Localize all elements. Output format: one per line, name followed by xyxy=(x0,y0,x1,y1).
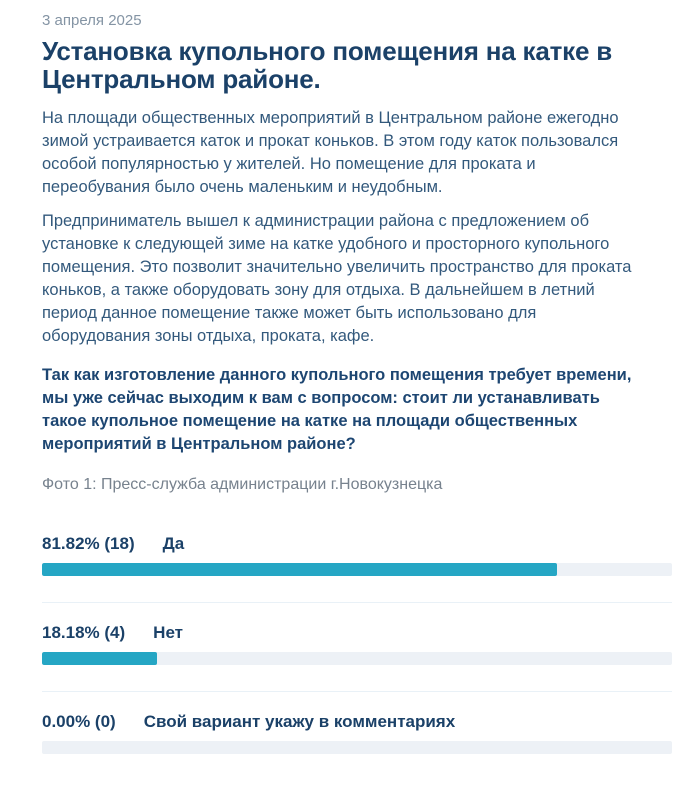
poll-option-custom[interactable] xyxy=(42,691,672,780)
poll-bar-fill xyxy=(42,652,157,665)
photo-caption: Фото 1: Пресс-служба администрации г.Новокузнецка xyxy=(42,476,443,493)
poll-percent-value: 18.18% (4) xyxy=(42,623,126,642)
poll-answer-text: Да xyxy=(162,534,185,553)
poll-option-yes[interactable] xyxy=(42,534,672,602)
poll-results xyxy=(42,534,672,780)
poll-question-text: Так как изготовление данного купольного помещения требует времени, мы уже сейчас выходим к вам с вопросом: стоит ли устанавливать такое купольное помещение на катке на площади общественных мероприятий в Центральном районе? xyxy=(42,366,632,453)
poll-option-label xyxy=(42,623,672,643)
poll-bar-track xyxy=(42,563,672,576)
poll-option-label xyxy=(42,534,672,554)
article-date: 3 апреля 2025 xyxy=(42,12,142,29)
poll-bar-track xyxy=(42,652,672,665)
poll-answer-text: Нет xyxy=(153,623,184,642)
poll-percent-value: 81.82% (18) xyxy=(42,534,135,553)
article-paragraph-2: Предприниматель вышел к администрации района с предложением об установке к следующей зиме на катке удобного и просторного купольного помещения. Это позволит значительно увеличить пространство для проката коньков, а также оборудовать зону для отдыха. В дальнейшем в летний период данное помещение также может быть использовано для оборудования зоны отдыха, проката, кафе. xyxy=(42,212,632,345)
poll-option-label xyxy=(42,712,672,732)
poll-answer-text: Свой вариант укажу в комментариях xyxy=(143,712,456,731)
article-title: Установка купольного помещения на катке в Центральном районе. xyxy=(42,36,613,94)
poll-bar-track xyxy=(42,741,672,754)
poll-percent-value: 0.00% (0) xyxy=(42,712,116,731)
article-paragraph-1: На площади общественных мероприятий в Центральном районе ежегодно зимой устраивается каток и прокат коньков. В этом году каток пользовался особой популярностью у жителей. Но помещение для проката и переобувания было очень маленьким и неудобным. xyxy=(42,109,619,196)
poll-option-no[interactable] xyxy=(42,602,672,691)
poll-bar-fill xyxy=(42,563,557,576)
